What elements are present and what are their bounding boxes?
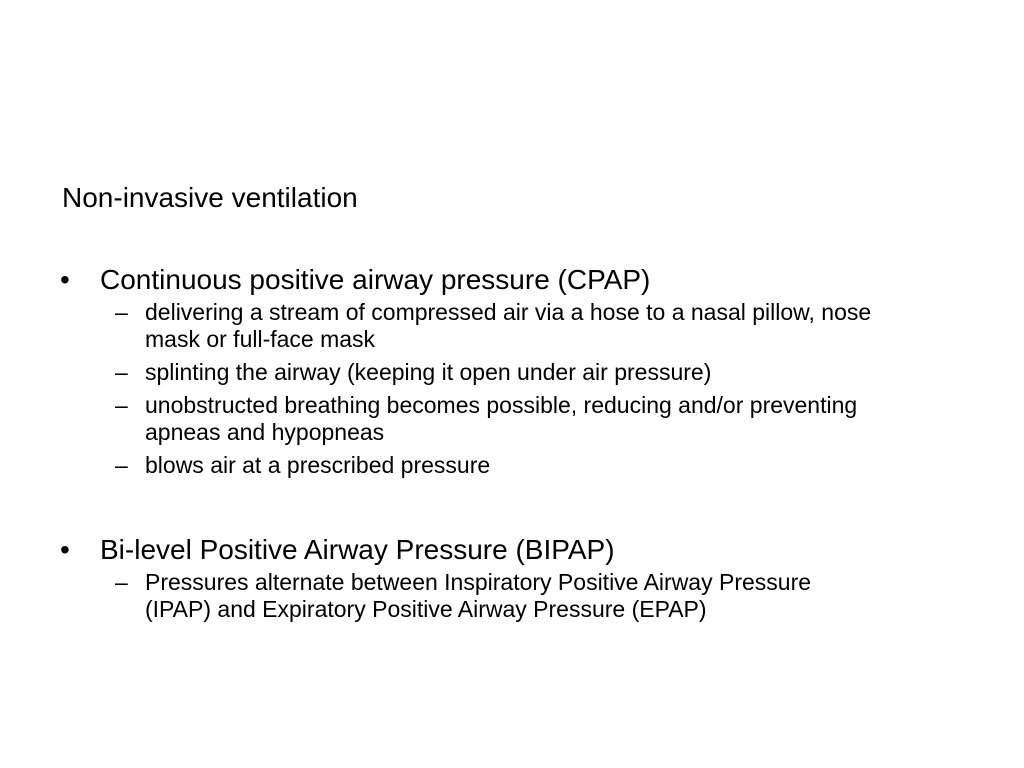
sub-item [60,359,965,386]
bullet-cpap [60,263,980,479]
dash-icon: – [115,299,128,325]
bullet-dot-icon: • [60,264,70,295]
bullet-label: Bi-level Positive Airway Pressure (BIPAP) [100,534,615,565]
bullet-label: Continuous positive airway pressure (CPAP) [100,264,651,295]
sub-item-text: unobstructed breathing becomes possible, reducing and/or preventing apneas and hypopneas [145,392,858,445]
sub-item [60,452,965,479]
sub-list [60,569,980,623]
sub-item-text: blows air at a prescribed pressure [145,452,491,478]
sub-item [60,569,855,623]
bullet-line [60,263,980,297]
sub-item [60,392,885,446]
dash-icon: – [115,452,128,478]
dash-icon: – [115,359,128,385]
bullet-dot-icon: • [60,534,70,565]
sub-item-text: Pressures alternate between Inspiratory Positive Airway Pressure (IPAP) and Expiratory Positive Airway Pressure (EPAP) [145,569,812,622]
slide-heading: Non-invasive ventilation [62,182,358,213]
bullet-bipap [60,533,980,623]
dash-icon: – [115,392,128,418]
sub-item-text: delivering a stream of compressed air via a hose to a nasal pillow, nose mask or full-face mask [145,299,872,352]
sub-list [60,299,980,479]
bullet-line [60,533,980,567]
dash-icon: – [115,569,128,595]
sub-item [60,299,885,353]
sub-item-text: splinting the airway (keeping it open under air pressure) [145,359,712,385]
